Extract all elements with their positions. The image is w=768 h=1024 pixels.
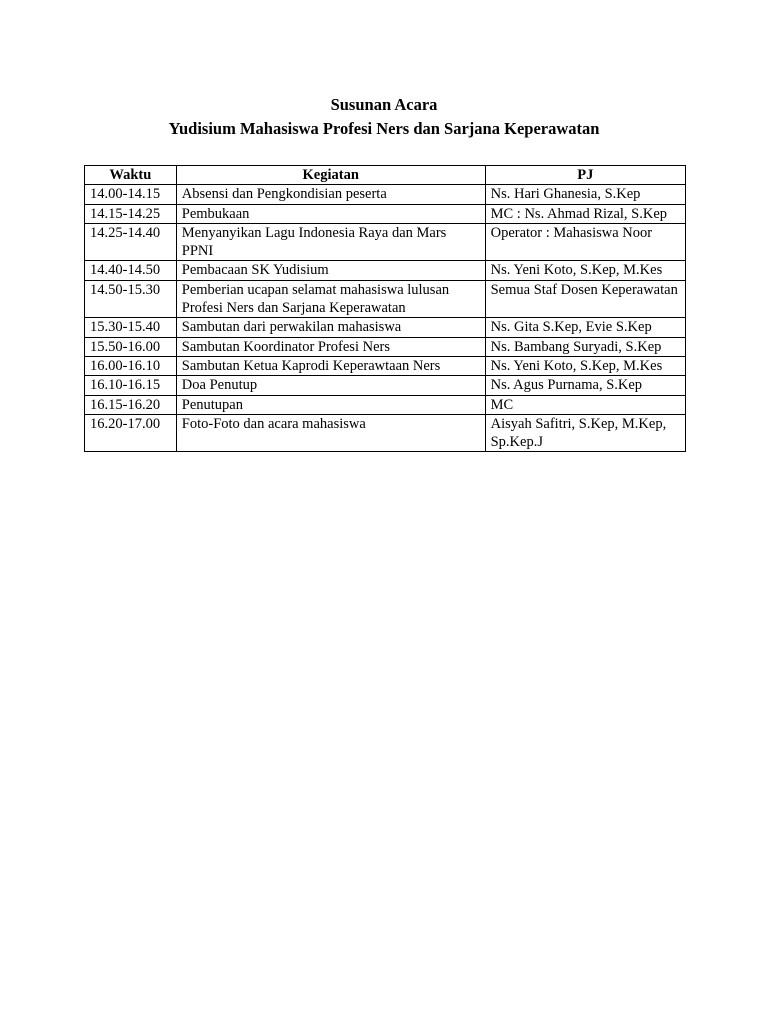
cell-waktu: 14.00-14.15 [85, 185, 177, 204]
cell-pj: Ns. Hari Ghanesia, S.Kep [485, 185, 685, 204]
cell-pj: Semua Staf Dosen Keperawatan [485, 280, 685, 318]
cell-waktu: 14.15-14.25 [85, 204, 177, 223]
cell-kegiatan: Pembacaan SK Yudisium [176, 261, 485, 280]
cell-kegiatan: Menyanyikan Lagu Indonesia Raya dan Mars PPNI [176, 223, 485, 261]
cell-waktu: 16.20-17.00 [85, 414, 177, 452]
schedule-table [84, 165, 686, 452]
document-subtitle: Yudisium Mahasiswa Profesi Ners dan Sarjana Keperawatan [168, 119, 600, 138]
table-row [85, 223, 686, 261]
cell-pj: Aisyah Safitri, S.Kep, M.Kep, Sp.Kep.J [485, 414, 685, 452]
table-row [85, 414, 686, 452]
table-row [85, 376, 686, 395]
cell-waktu: 14.25-14.40 [85, 223, 177, 261]
cell-kegiatan: Pemberian ucapan selamat mahasiswa lulusan Profesi Ners dan Sarjana Keperawatan [176, 280, 485, 318]
cell-waktu: 16.15-16.20 [85, 395, 177, 414]
cell-waktu: 14.40-14.50 [85, 261, 177, 280]
cell-pj: Ns. Agus Purnama, S.Kep [485, 376, 685, 395]
column-header-waktu: Waktu [85, 166, 177, 185]
table-row [85, 356, 686, 375]
cell-kegiatan: Foto-Foto dan acara mahasiswa [176, 414, 485, 452]
table-row [85, 395, 686, 414]
table-row [85, 337, 686, 356]
cell-waktu: 15.50-16.00 [85, 337, 177, 356]
column-header-pj: PJ [485, 166, 685, 185]
cell-pj: MC : Ns. Ahmad Rizal, S.Kep [485, 204, 685, 223]
cell-pj: Operator : Mahasiswa Noor [485, 223, 685, 261]
cell-waktu: 15.30-15.40 [85, 318, 177, 337]
cell-pj: Ns. Gita S.Kep, Evie S.Kep [485, 318, 685, 337]
cell-waktu: 14.50-15.30 [85, 280, 177, 318]
table-row [85, 204, 686, 223]
cell-kegiatan: Penutupan [176, 395, 485, 414]
cell-waktu: 16.10-16.15 [85, 376, 177, 395]
document-title: Susunan Acara [330, 95, 438, 114]
cell-kegiatan: Sambutan Koordinator Profesi Ners [176, 337, 485, 356]
cell-pj: Ns. Yeni Koto, S.Kep, M.Kes [485, 356, 685, 375]
table-header-row [85, 166, 686, 185]
cell-kegiatan: Pembukaan [176, 204, 485, 223]
cell-kegiatan: Sambutan Ketua Kaprodi Keperawtaan Ners [176, 356, 485, 375]
cell-pj: Ns. Bambang Suryadi, S.Kep [485, 337, 685, 356]
table-row [85, 318, 686, 337]
cell-pj: MC [485, 395, 685, 414]
column-header-kegiatan: Kegiatan [176, 166, 485, 185]
cell-kegiatan: Sambutan dari perwakilan mahasiswa [176, 318, 485, 337]
table-row [85, 280, 686, 318]
cell-kegiatan: Doa Penutup [176, 376, 485, 395]
cell-waktu: 16.00-16.10 [85, 356, 177, 375]
table-row [85, 185, 686, 204]
table-row [85, 261, 686, 280]
cell-kegiatan: Absensi dan Pengkondisian peserta [176, 185, 485, 204]
cell-pj: Ns. Yeni Koto, S.Kep, M.Kes [485, 261, 685, 280]
title-block [0, 93, 768, 141]
